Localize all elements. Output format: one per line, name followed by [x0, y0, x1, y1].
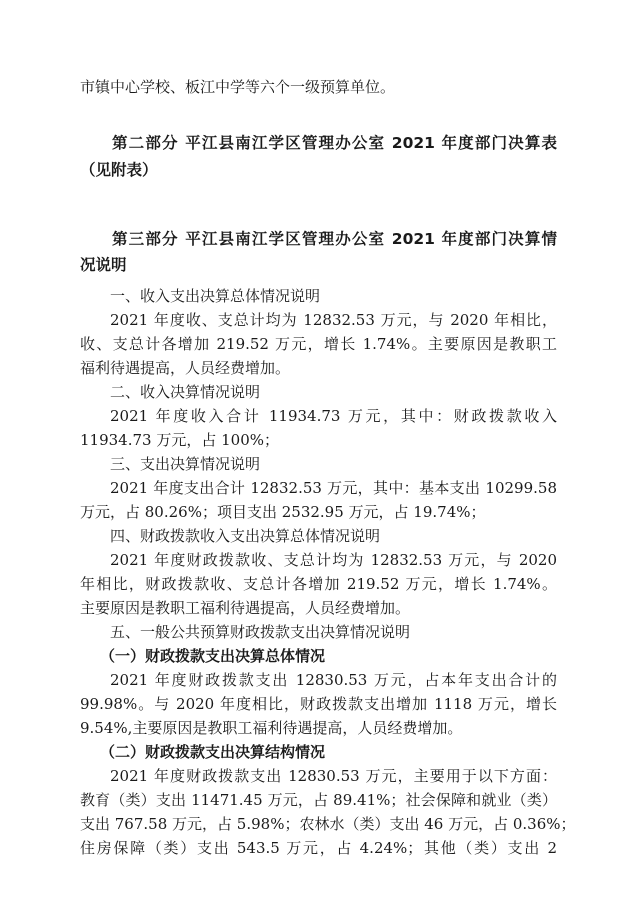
paragraph-line: 2021 年度财政拨款收、支总计均为 12832.53 万元，与 2020 [110, 551, 557, 569]
paragraph-line: 年相比，财政拨款收、支总计各增加 219.52 万元，增长 1.74%。 [80, 575, 557, 593]
paragraph-line: 11934.73 万元，占 100%； [80, 431, 279, 449]
paragraph-line: 9.54%,主要原因是教职工福利待遇提高，人员经费增加。 [80, 719, 463, 737]
paragraph-line: 住房保障（类）支出 543.5 万元，占 4.24%；其他（类）支出 2 [80, 839, 557, 857]
subsection-heading: 一、收入支出决算总体情况说明 [110, 287, 321, 305]
paragraph-line: 2021 年度支出合计 12832.53 万元，其中：基本支出 10299.58 [110, 479, 557, 497]
subsection-heading: 五、一般公共预算财政拨款支出决算情况说明 [110, 623, 411, 641]
paragraph-line: 教育（类）支出 11471.45 万元，占 89.41%；社会保障和就业（类） [80, 791, 557, 809]
paragraph-line: 福利待遇提高，人员经费增加。 [80, 359, 291, 377]
paragraph-line: 主要原因是教职工福利待遇提高，人员经费增加。 [80, 599, 411, 617]
section-heading: 第三部分 平江县南江学区管理办公室 2021 年度部门决算情 [112, 230, 557, 248]
subsection-heading: 二、收入决算情况说明 [110, 383, 261, 401]
paragraph-line: 2021 年度收入合计 11934.73 万元，其中：财政拨款收入 [110, 407, 557, 425]
subsection-heading: 四、财政拨款收入支出决算总体情况说明 [110, 527, 381, 545]
section-heading-continued: （见附表） [80, 161, 158, 179]
paragraph-line: 2021 年度财政拨款支出 12830.53 万元，主要用于以下方面： [110, 767, 557, 785]
section-heading: 第二部分 平江县南江学区管理办公室 2021 年度部门决算表 [112, 134, 557, 152]
paragraph-line: 收、支总计各增加 219.52 万元，增长 1.74%。主要原因是教职工 [80, 335, 557, 353]
bold-subheading: （一）财政拨款支出决算总体情况 [100, 647, 326, 665]
paragraph-line: 2021 年度财政拨款支出 12830.53 万元，占本年支出合计的 [110, 671, 557, 689]
paragraph-line: 99.98%。与 2020 年度相比，财政拨款支出增加 1118 万元，增长 [80, 695, 557, 713]
paragraph-line: 2021 年度收、支总计均为 12832.53 万元，与 2020 年相比， [110, 311, 557, 329]
section-heading-continued: 况说明 [80, 256, 127, 274]
bold-subheading: （二）财政拨款支出决算结构情况 [100, 743, 326, 761]
paragraph-line: 万元，占 80.26%；项目支出 2532.95 万元，占 19.74%； [80, 503, 486, 521]
text-line: 市镇中心学校、板江中学等六个一级预算单位。 [80, 78, 396, 96]
subsection-heading: 三、支出决算情况说明 [110, 455, 261, 473]
paragraph-line: 支出 767.58 万元，占 5.98%；农林水（类）支出 46 万元，占 0.36%； [80, 815, 576, 833]
